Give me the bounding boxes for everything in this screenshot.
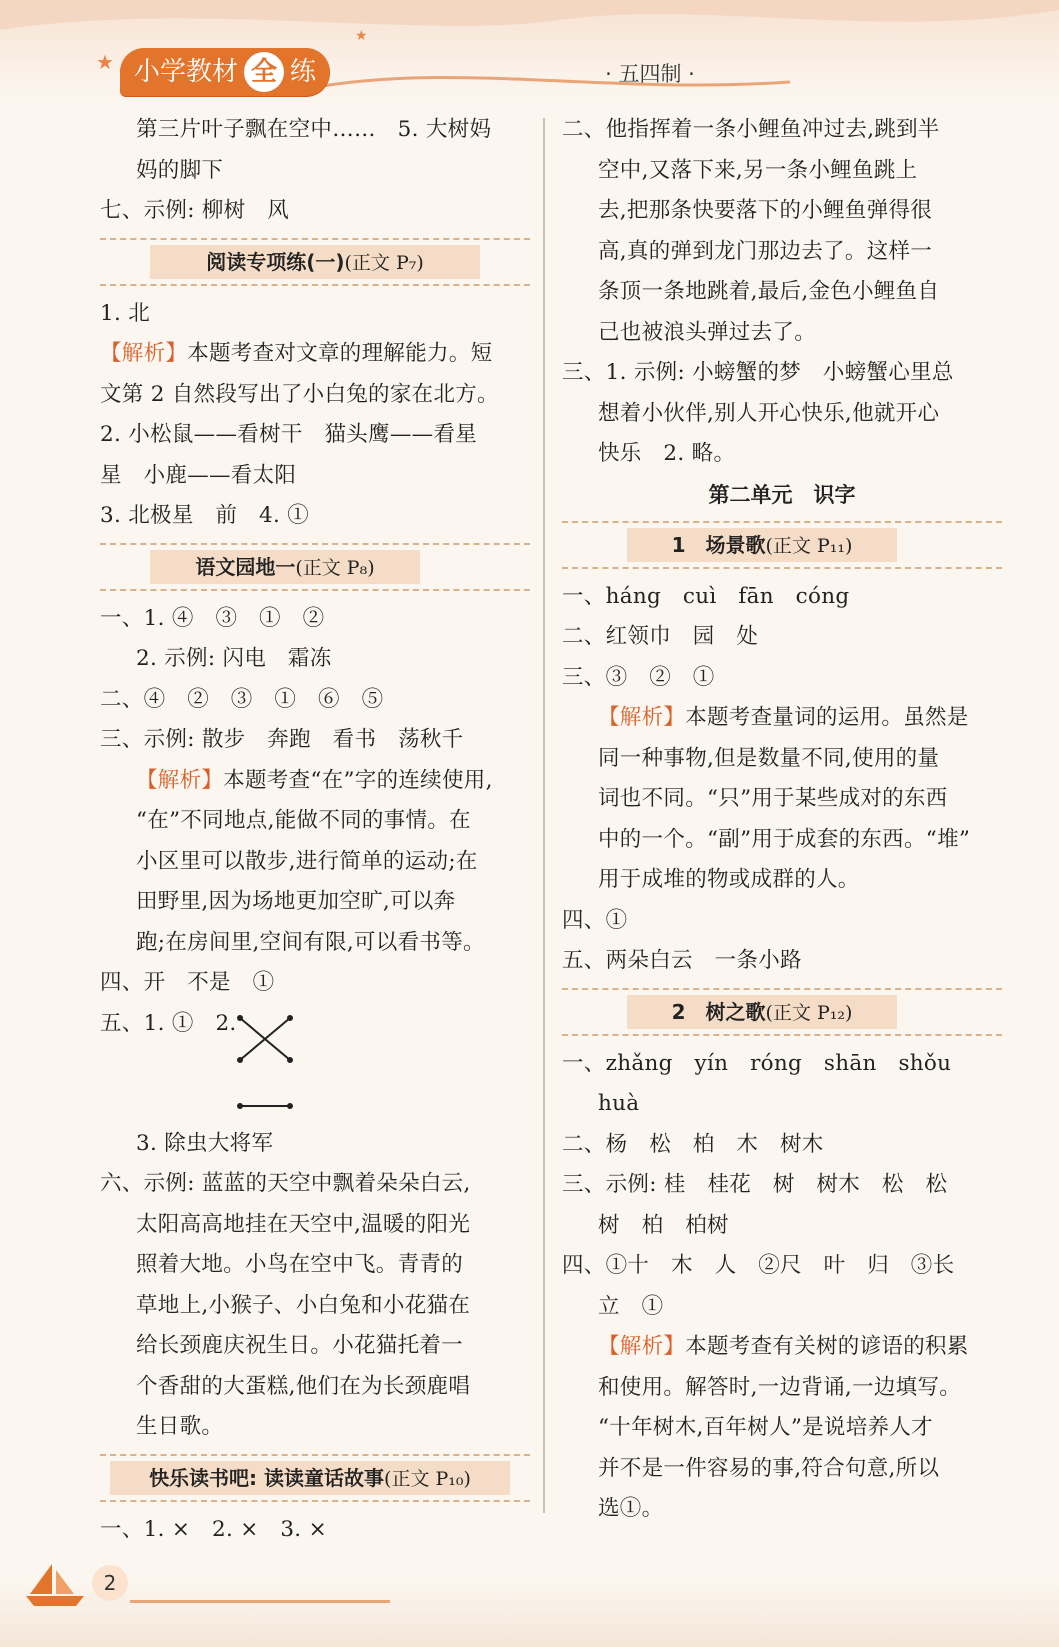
analysis-line: 选①。 <box>598 1496 664 1521</box>
star-icon: ★ <box>96 50 114 74</box>
section-page-ref: (正文 P₁₂) <box>765 1001 853 1024</box>
section-title <box>627 528 897 562</box>
answer-line: 三、示例: 散步 奔跑 看书 荡秋千 <box>100 727 464 752</box>
answer-line: 条顶一条地跳着,最后,金色小鲤鱼自 <box>598 279 940 304</box>
unit-title: 第二单元 识字 <box>708 482 856 507</box>
section-title <box>110 1461 510 1495</box>
matching-diagram <box>230 1010 300 1120</box>
analysis-line <box>100 761 530 802</box>
analysis-line: 中的一个。“副”用于成套的东西。“堆” <box>598 826 971 852</box>
section-name: 语文园地一 <box>195 554 296 579</box>
analysis-line: 小区里可以散步,进行简单的运动;在 <box>136 848 478 874</box>
answer-line: 一、zhǎng yín róng shān shǒu <box>562 1050 952 1076</box>
analysis-line: “在”不同地点,能做不同的事情。在 <box>136 808 471 833</box>
section-name: 1 场景歌 <box>671 532 766 557</box>
section-title <box>150 245 480 279</box>
analysis-text: 本题考查对文章的理解能力。短 <box>187 341 493 366</box>
analysis-line <box>100 334 530 375</box>
answer-line: 生日歌。 <box>136 1414 224 1439</box>
answer-line: 六、示例: 蓝蓝的天空中飘着朵朵白云, <box>100 1171 471 1196</box>
analysis-line: 同一种事物,但是数量不同,使用的量 <box>598 745 940 771</box>
page-number: 2 <box>92 1565 128 1601</box>
analysis-line: 文第 2 自然段写出了小白兔的家在北方。 <box>100 381 499 407</box>
answer-line: 给长颈鹿庆祝生日。小花猫托着一 <box>136 1333 464 1358</box>
section-name: 快乐读书吧: 读读童话故事 <box>149 1465 385 1490</box>
analysis-line <box>562 698 1002 739</box>
analysis-line: 田野里,因为场地更加空旷,可以奔 <box>136 889 456 914</box>
analysis-line: “十年树木,百年树人”是说培养人才 <box>598 1415 933 1440</box>
answer-line: 妈的脚下 <box>136 157 224 183</box>
answer-line: 五、1. ① 2. <box>100 1010 237 1036</box>
analysis-line <box>562 1327 1002 1368</box>
answer-line: 星 小鹿——看太阳 <box>100 462 297 488</box>
answer-line: 三、1. 示例: 小螃蟹的梦 小螃蟹心里总 <box>562 360 954 385</box>
answer-line: 3. 除虫大将军 <box>136 1130 274 1156</box>
analysis-line: 并不是一件容易的事,符合句意,所以 <box>598 1455 940 1481</box>
brand-logo <box>120 48 330 96</box>
answer-line: 树 柏 柏树 <box>598 1212 729 1238</box>
answer-line: 二、杨 松 柏 木 树木 <box>562 1131 824 1157</box>
answer-line: 二、红领巾 园 处 <box>562 624 759 649</box>
section-name: 2 树之歌 <box>671 999 766 1024</box>
answer-line: 己也被浪头弹过去了。 <box>598 319 817 345</box>
answer-line: 立 ① <box>598 1293 664 1319</box>
answer-line: 四、①十 木 人 ②尺 叶 归 ③长 <box>562 1253 955 1278</box>
answer-line: 3. 北极星 前 4. ① <box>100 503 310 528</box>
section-page-ref: (正文 P₁₁) <box>765 534 853 557</box>
section-header <box>100 1454 530 1502</box>
left-column <box>100 110 530 1550</box>
footer-rule <box>130 1600 390 1603</box>
section-name: 阅读专项练(一) <box>206 249 345 274</box>
answer-line: 七、示例: 柳树 风 <box>100 198 290 223</box>
answer-line: 个香甜的大蛋糕,他们在为长颈鹿唱 <box>136 1373 471 1399</box>
column-divider <box>543 118 545 1513</box>
brand-prefix: 小学教材 <box>134 57 239 87</box>
edition-label: · 五四制 · <box>605 62 695 86</box>
boat-icon <box>22 1560 92 1610</box>
analysis-line: 跑;在房间里,空间有限,可以看书等。 <box>136 929 485 955</box>
analysis-line: 词也不同。“只”用于某些成对的东西 <box>598 786 948 811</box>
analysis-tag: 【解析】 <box>598 705 686 730</box>
brand-suffix: 练 <box>290 57 317 87</box>
analysis-text: 本题考查量词的运用。虽然是 <box>685 705 969 730</box>
section-header <box>100 238 530 286</box>
analysis-text: 本题考查“在”字的连续使用, <box>223 767 493 793</box>
section-title <box>150 550 420 584</box>
analysis-tag: 【解析】 <box>136 767 224 793</box>
answer-line: 1. 北 <box>100 300 151 326</box>
analysis-line: 用于成堆的物或成群的人。 <box>598 867 860 892</box>
section-header <box>562 988 1002 1036</box>
answer-line: 四、① <box>562 907 628 933</box>
section-header <box>562 521 1002 569</box>
analysis-tag: 【解析】 <box>598 1334 686 1359</box>
answer-line: 三、③ ② ① <box>562 664 715 690</box>
answer-line: 快乐 2. 略。 <box>598 441 736 466</box>
section-page-ref: (正文 P₇) <box>344 251 424 274</box>
analysis-line: 和使用。解答时,一边背诵,一边填写。 <box>598 1374 962 1400</box>
answer-line: 草地上,小猴子、小白兔和小花猫在 <box>136 1292 471 1318</box>
answer-line: 五、两朵白云 一条小路 <box>562 948 802 973</box>
answer-line: 三、示例: 桂 桂花 树 树木 松 松 <box>562 1172 948 1197</box>
answer-line: 照着大地。小鸟在空中飞。青青的 <box>136 1252 464 1277</box>
answer-line: 一、háng cuì fān cóng <box>562 583 850 609</box>
right-column <box>562 110 1002 1530</box>
answer-line: huà <box>598 1091 640 1116</box>
answer-line: 2. 小松鼠——看树干 猫头鹰——看星 <box>100 422 478 447</box>
section-header <box>100 543 530 591</box>
answer-line: 去,把那条快要落下的小鲤鱼弹得很 <box>598 198 933 223</box>
answer-line: 空中,又落下来,另一条小鲤鱼跳上 <box>598 157 918 183</box>
answer-line: 二、他指挥着一条小鲤鱼冲过去,跳到半 <box>562 117 940 142</box>
brand-mid: 全 <box>244 52 284 92</box>
answer-line: 一、1. × 2. × 3. × <box>100 1516 327 1542</box>
answer-line: 第三片叶子飘在空中…… 5. 大树妈 <box>136 117 492 142</box>
footer-band <box>0 1580 1059 1647</box>
section-page-ref: (正文 P₁₀) <box>384 1467 471 1490</box>
answer-line: 一、1. ④ ③ ① ② <box>100 605 325 631</box>
star-icon: ★ <box>355 28 368 44</box>
section-title <box>627 995 897 1029</box>
analysis-tag: 【解析】 <box>100 341 188 366</box>
answer-line: 四、开 不是 ① <box>100 970 275 995</box>
answer-line: 二、④ ② ③ ① ⑥ ⑤ <box>100 686 384 712</box>
answer-line: 2. 示例: 闪电 霜冻 <box>136 646 332 671</box>
analysis-text: 本题考查有关树的谚语的积累 <box>685 1334 969 1359</box>
answer-line: 高,真的弹到龙门那边去了。这样一 <box>598 238 933 264</box>
answer-line: 想着小伙伴,别人开心快乐,他就开心 <box>598 400 940 426</box>
answer-line: 太阳高高地挂在天空中,温暖的阳光 <box>136 1211 471 1237</box>
matching-answer <box>100 1004 530 1124</box>
section-page-ref: (正文 P₈) <box>295 556 375 579</box>
